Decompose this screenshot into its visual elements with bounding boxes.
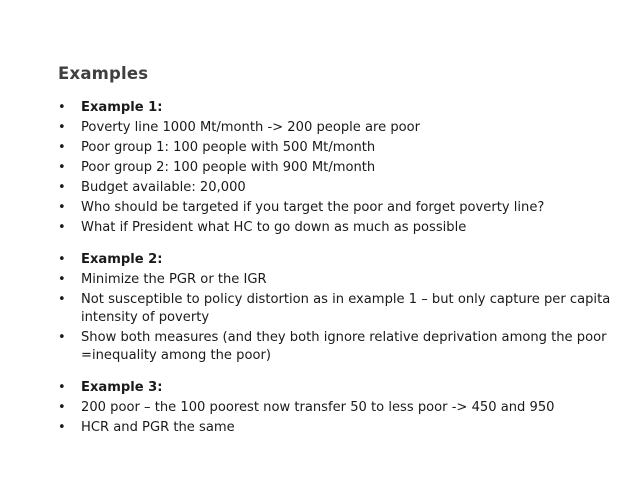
bullet-item-example-3-heading xyxy=(58,379,618,397)
bullet-item xyxy=(58,139,618,157)
bullet-text: What if President what HC to go down as much as possible xyxy=(81,220,467,235)
bullet-item xyxy=(58,399,618,417)
bullet-icon: • xyxy=(58,252,66,267)
bullet-icon: • xyxy=(58,220,66,235)
bullet-item xyxy=(58,329,618,365)
bullet-item xyxy=(58,219,618,237)
bullet-icon: • xyxy=(58,200,66,215)
bullet-icon: • xyxy=(58,140,66,155)
bullet-item xyxy=(58,179,618,197)
bullet-item xyxy=(58,419,618,437)
bullet-text: Example 1: xyxy=(81,100,163,115)
bullet-text: Example 2: xyxy=(81,252,163,267)
bullet-item xyxy=(58,119,618,137)
bullet-list xyxy=(58,99,618,439)
bullet-item-example-1-heading xyxy=(58,99,618,117)
bullet-item xyxy=(58,271,618,289)
bullet-text: Poverty line 1000 Mt/month -> 200 people are poor xyxy=(81,120,421,135)
bullet-icon: • xyxy=(58,380,66,395)
bullet-text: Poor group 2: 100 people with 900 Mt/month xyxy=(81,160,376,175)
bullet-text: Who should be targeted if you target the poor and forget poverty line? xyxy=(81,200,545,215)
bullet-text: 200 poor – the 100 poorest now transfer 50 to less poor -> 450 and 950 xyxy=(81,400,555,415)
bullet-text: Budget available: 20,000 xyxy=(81,180,246,195)
bullet-icon: • xyxy=(58,120,66,135)
bullet-item xyxy=(58,291,618,327)
bullet-text: Not susceptible to policy distortion as in example 1 – but only capture per capita intensity of poverty xyxy=(81,292,611,325)
bullet-text: Example 3: xyxy=(81,380,163,395)
bullet-icon: • xyxy=(58,400,66,415)
bullet-item-example-2-heading xyxy=(58,251,618,269)
bullet-icon: • xyxy=(58,160,66,175)
bullet-icon: • xyxy=(58,330,66,345)
bullet-icon: • xyxy=(58,272,66,287)
bullet-icon: • xyxy=(58,180,66,195)
bullet-icon: • xyxy=(58,100,66,115)
bullet-text: Show both measures (and they both ignore relative deprivation among the poor =inequality among the poor) xyxy=(81,330,607,363)
bullet-icon: • xyxy=(58,420,66,435)
slide-title: Examples xyxy=(58,64,149,83)
bullet-text: Minimize the PGR or the IGR xyxy=(81,272,267,287)
bullet-item xyxy=(58,199,618,217)
bullet-text: Poor group 1: 100 people with 500 Mt/month xyxy=(81,140,376,155)
bullet-text: HCR and PGR the same xyxy=(81,420,235,435)
bullet-item xyxy=(58,159,618,177)
bullet-icon: • xyxy=(58,292,66,307)
